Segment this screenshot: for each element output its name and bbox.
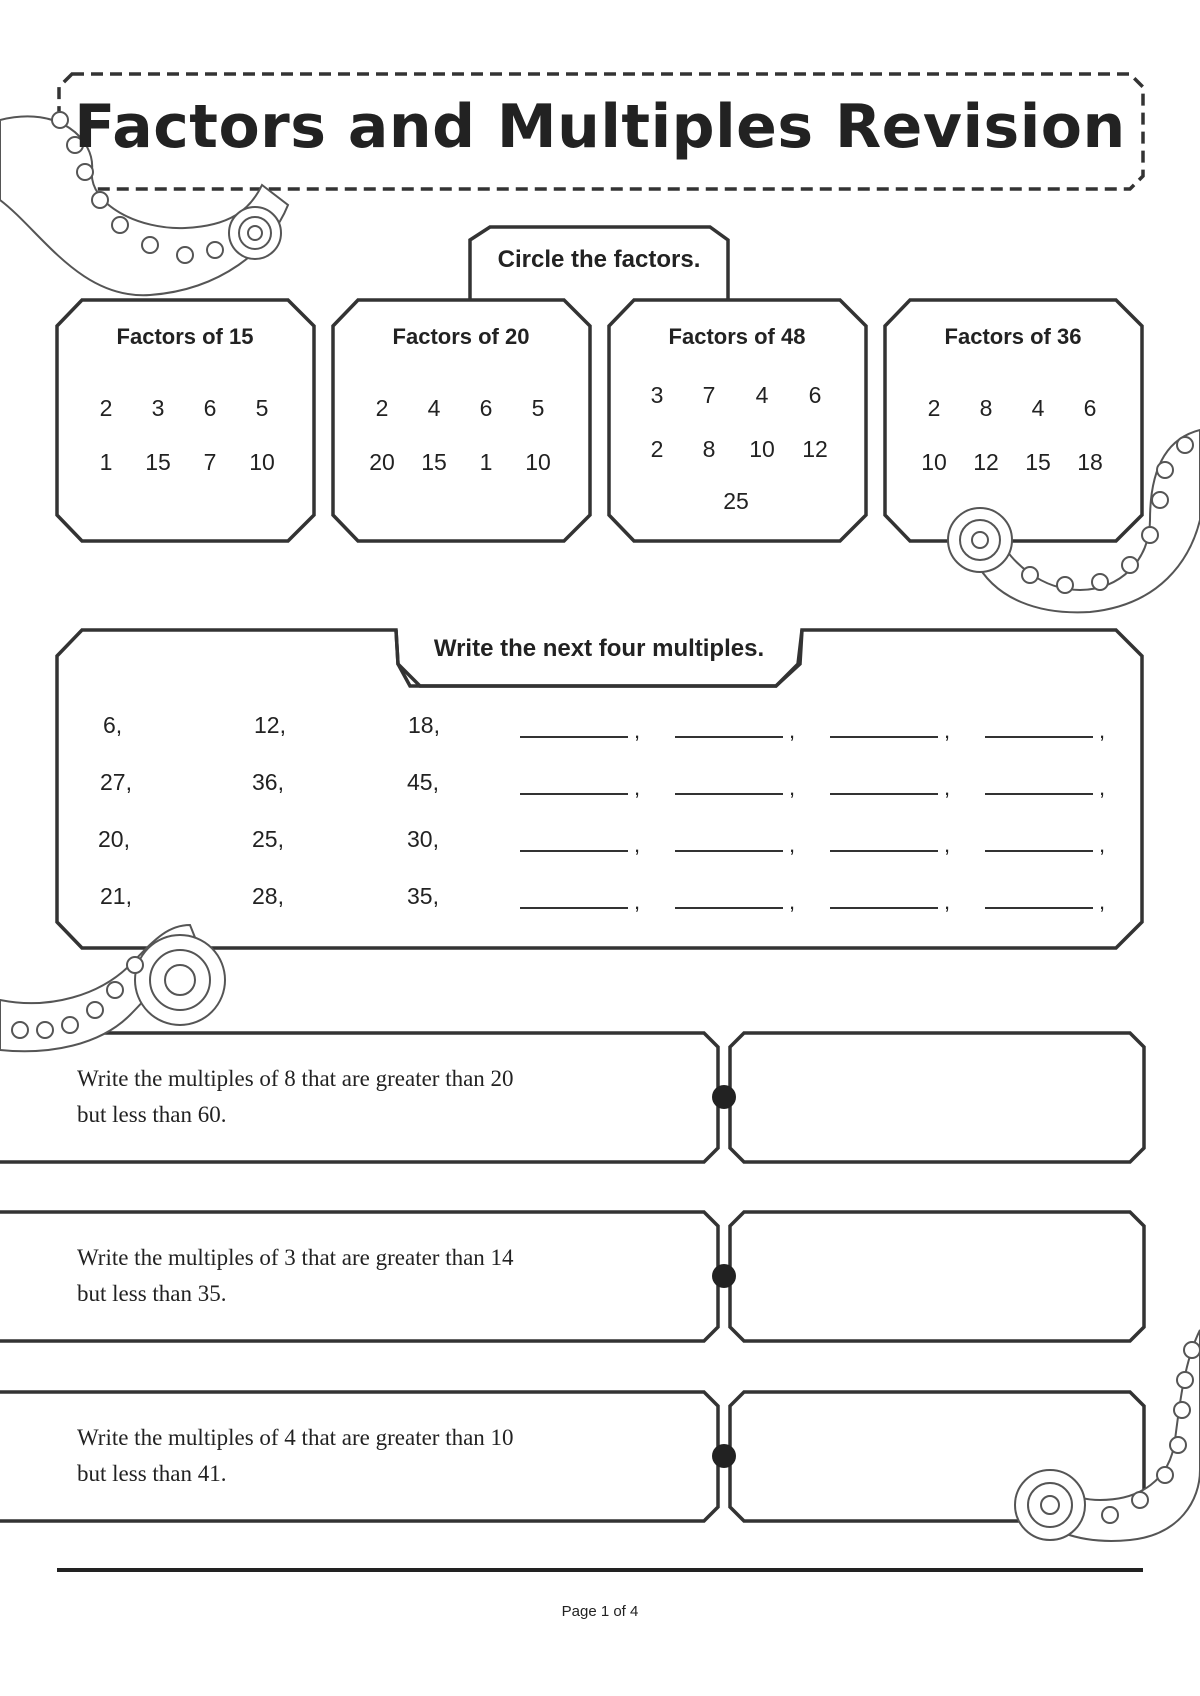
factor-option[interactable]: 5 [255, 395, 269, 421]
factor-option[interactable]: 12 [973, 449, 999, 475]
comma: , [1099, 718, 1106, 743]
comma: , [944, 889, 951, 914]
factor-option[interactable]: 25 [723, 488, 749, 514]
answer-blank[interactable] [520, 736, 628, 738]
answer-box-3[interactable] [732, 1394, 1142, 1519]
factor-option[interactable]: 3 [650, 382, 664, 408]
factor-option[interactable]: 8 [979, 395, 993, 421]
factor-option[interactable]: 15 [145, 449, 171, 475]
question-line: Write the multiples of 4 that are greater than 10 [77, 1425, 514, 1450]
sequence-value: 21, [100, 883, 132, 909]
question-3 [77, 1420, 677, 1492]
factor-option[interactable]: 6 [203, 395, 217, 421]
answer-box-1[interactable] [732, 1035, 1142, 1160]
question-2 [77, 1240, 677, 1312]
factor-option[interactable]: 12 [802, 436, 828, 462]
factor-option[interactable]: 6 [479, 395, 493, 421]
question-1 [77, 1061, 677, 1133]
comma: , [634, 832, 641, 857]
sequence-value: 6, [103, 712, 123, 738]
comma: , [1099, 775, 1106, 800]
sequence-value: 18, [408, 712, 440, 738]
sequence-value: 12, [254, 712, 286, 738]
factor-option[interactable]: 10 [249, 449, 275, 475]
answer-blank[interactable] [985, 850, 1093, 852]
factor-option[interactable]: 1 [479, 449, 493, 475]
comma: , [1099, 889, 1106, 914]
factor-option[interactable]: 4 [755, 382, 769, 408]
factor-option[interactable]: 10 [525, 449, 551, 475]
factor-option[interactable]: 18 [1077, 449, 1103, 475]
sequence-value: 36, [252, 769, 284, 795]
factor-option[interactable]: 2 [375, 395, 389, 421]
factor-option[interactable]: 3 [151, 395, 165, 421]
answer-blank[interactable] [675, 793, 783, 795]
comma: , [789, 832, 796, 857]
comma: , [944, 718, 951, 743]
factor-box-title: Factors of 36 [944, 324, 1082, 349]
factor-option[interactable]: 20 [369, 449, 395, 475]
factor-option[interactable]: 6 [1083, 395, 1097, 421]
factor-option[interactable]: 10 [749, 436, 775, 462]
sequence-value: 20, [98, 826, 130, 852]
factor-option[interactable]: 10 [921, 449, 947, 475]
factor-option[interactable]: 8 [702, 436, 716, 462]
page-number: Page 1 of 4 [561, 1603, 639, 1620]
multiples-box-frame [57, 630, 1142, 948]
factor-box-title: Factors of 15 [116, 324, 254, 349]
sequence-value: 30, [407, 826, 439, 852]
answer-blank[interactable] [985, 793, 1093, 795]
sequence-value: 27, [100, 769, 132, 795]
answer-blank[interactable] [830, 850, 938, 852]
factor-option[interactable]: 15 [1025, 449, 1051, 475]
answer-blank[interactable] [985, 907, 1093, 909]
footer-rule [57, 1568, 1143, 1572]
sequence-value: 45, [407, 769, 439, 795]
comma: , [789, 775, 796, 800]
factor-option[interactable]: 2 [927, 395, 941, 421]
factor-option[interactable]: 5 [531, 395, 545, 421]
question-line: but less than 60. [77, 1102, 227, 1127]
factor-option[interactable]: 7 [203, 449, 217, 475]
comma: , [944, 775, 951, 800]
answer-blank[interactable] [830, 907, 938, 909]
worksheet-title: Factors and Multiples Revision [74, 92, 1126, 162]
question-line: but less than 35. [77, 1281, 227, 1306]
answer-blank[interactable] [675, 736, 783, 738]
answer-blank[interactable] [520, 793, 628, 795]
comma: , [634, 889, 641, 914]
sequence-value: 25, [252, 826, 284, 852]
comma: , [634, 775, 641, 800]
factor-box-title: Factors of 48 [668, 324, 806, 349]
next-multiples-instruction: Write the next four multiples. [433, 635, 765, 662]
answer-blank[interactable] [985, 736, 1093, 738]
answer-blank[interactable] [675, 850, 783, 852]
comma: , [789, 889, 796, 914]
factor-option[interactable]: 2 [650, 436, 664, 462]
circle-factors-instruction: Circle the factors. [497, 246, 701, 273]
sequence-value: 28, [252, 883, 284, 909]
answer-blank[interactable] [520, 907, 628, 909]
factor-option[interactable]: 1 [99, 449, 113, 475]
comma: , [944, 832, 951, 857]
factor-option[interactable]: 2 [99, 395, 113, 421]
factor-option[interactable]: 4 [1031, 395, 1045, 421]
answer-blank[interactable] [675, 907, 783, 909]
factor-option[interactable]: 4 [427, 395, 441, 421]
question-line: Write the multiples of 3 that are greater than 14 [77, 1245, 514, 1270]
answer-box-2[interactable] [732, 1214, 1142, 1339]
answer-blank[interactable] [830, 793, 938, 795]
factor-box-title: Factors of 20 [392, 324, 530, 349]
comma: , [1099, 832, 1106, 857]
question-line: but less than 41. [77, 1461, 227, 1486]
answer-blank[interactable] [520, 850, 628, 852]
question-line: Write the multiples of 8 that are greater than 20 [77, 1066, 514, 1091]
answer-blank[interactable] [830, 736, 938, 738]
factor-option[interactable]: 7 [702, 382, 716, 408]
factor-option[interactable]: 6 [808, 382, 822, 408]
comma: , [634, 718, 641, 743]
factor-option[interactable]: 15 [421, 449, 447, 475]
sequence-value: 35, [407, 883, 439, 909]
comma: , [789, 718, 796, 743]
